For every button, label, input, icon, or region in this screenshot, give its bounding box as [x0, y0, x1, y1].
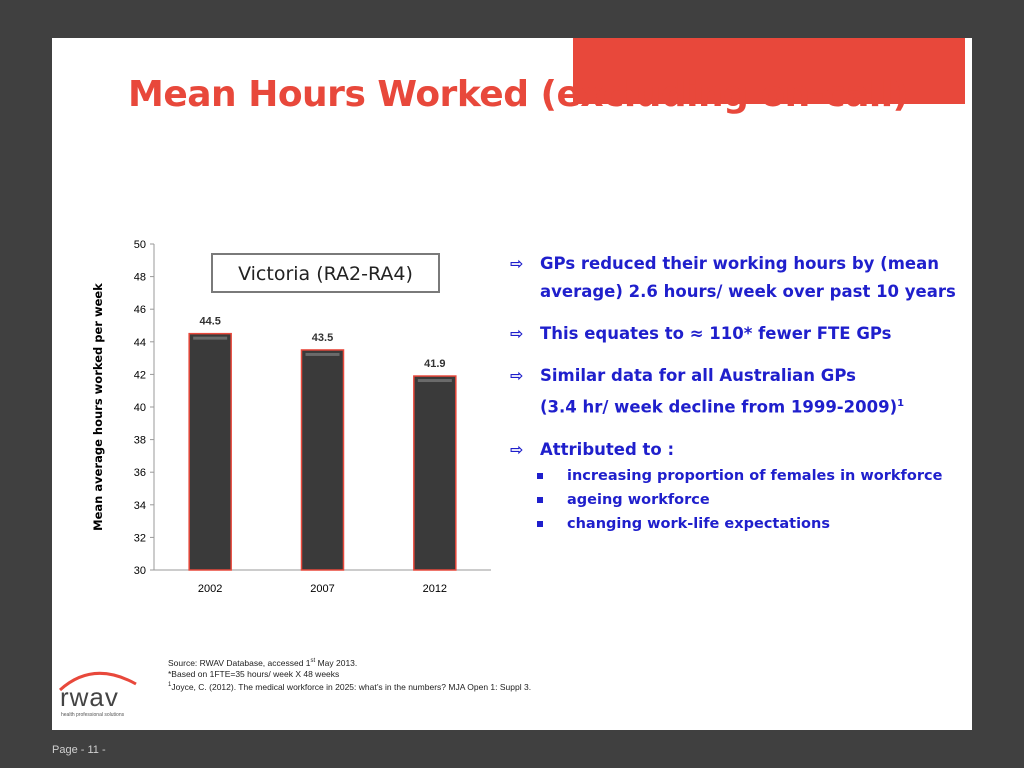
x-tick-label: 2012	[422, 583, 448, 595]
sub-bullet-text: increasing proportion of females in workforce	[567, 467, 943, 484]
bar-chart	[80, 230, 500, 600]
bullet-text: This equates to ≈ 110* fewer FTE GPs	[540, 324, 892, 343]
y-tick-label: 46	[133, 304, 146, 317]
bullet-item	[510, 362, 970, 422]
data-label: 44.5	[199, 315, 221, 328]
y-tick-label: 42	[133, 369, 146, 382]
y-tick-label: 34	[133, 499, 146, 512]
sub-bullet-text: ageing workforce	[567, 491, 710, 508]
logo-wordmark: rwav	[60, 682, 119, 712]
data-label: 41.9	[424, 358, 446, 371]
sub-bullet-item	[510, 488, 970, 512]
y-tick-label: 44	[133, 336, 146, 349]
citation-superscript: 1	[897, 398, 905, 409]
bar	[302, 350, 344, 570]
square-bullet-icon	[537, 521, 543, 527]
y-tick-label: 50	[133, 239, 146, 251]
y-tick-label: 36	[133, 467, 146, 480]
page-title: Mean Hours Worked (excluding on-call)	[128, 74, 909, 115]
bar	[189, 334, 231, 570]
bullet-text: Attributed to :	[540, 439, 675, 459]
logo-tagline: health professional solutions	[61, 712, 125, 718]
arrow-icon: ⇨	[510, 254, 524, 273]
y-tick-label: 30	[133, 565, 146, 577]
arrow-icon: ⇨	[510, 324, 524, 343]
arrow-icon: ⇨	[510, 439, 524, 459]
bullet-text-continued: (3.4 hr/ week decline from 1999-2009)	[540, 397, 898, 417]
data-label: 43.5	[311, 331, 334, 344]
bar	[414, 376, 456, 570]
x-tick-label: 2002	[197, 583, 223, 595]
y-axis-title: Mean average hours worked per week	[91, 283, 105, 531]
square-bullet-icon	[537, 497, 543, 503]
bullet-item	[510, 436, 970, 464]
square-bullet-icon	[537, 473, 543, 479]
y-tick-label: 32	[133, 532, 146, 545]
bar-highlight	[418, 379, 452, 382]
y-tick-label: 38	[133, 434, 146, 447]
footnote-source: Source: RWAV Database, accessed 1st May 2013.	[168, 657, 358, 668]
y-tick-label: 48	[133, 271, 146, 284]
bullet-text: Similar data for all Australian GPs	[540, 366, 856, 385]
bullet-list	[510, 250, 970, 536]
y-tick-label: 40	[133, 402, 146, 414]
bar-highlight	[306, 353, 340, 356]
sub-bullet-text: changing work-life expectations	[567, 515, 830, 532]
bullet-text: GPs reduced their working hours by (mean average) 2.6 hours/ week over past 10 years	[540, 254, 956, 301]
sub-bullet-item	[510, 464, 970, 488]
footnotes	[168, 656, 531, 693]
footnote-fte: *Based on 1FTE=35 hours/ week X 48 weeks	[168, 668, 340, 679]
footnote-citation: $^1$Joyce, C. (2012). The medical workforce in 2025: what’s in the numbers? MJA Open 1: Suppl 3.	[168, 681, 532, 692]
chart-title: Victoria (RA2-RA4)	[238, 263, 413, 285]
page-number: Page - 11 -	[52, 744, 106, 756]
sub-bullet-item	[510, 512, 970, 536]
bar-highlight	[193, 337, 227, 340]
bullet-item	[510, 320, 970, 348]
arrow-icon: ⇨	[510, 366, 524, 385]
x-tick-label: 2007	[310, 583, 335, 595]
bullet-item	[510, 250, 970, 306]
